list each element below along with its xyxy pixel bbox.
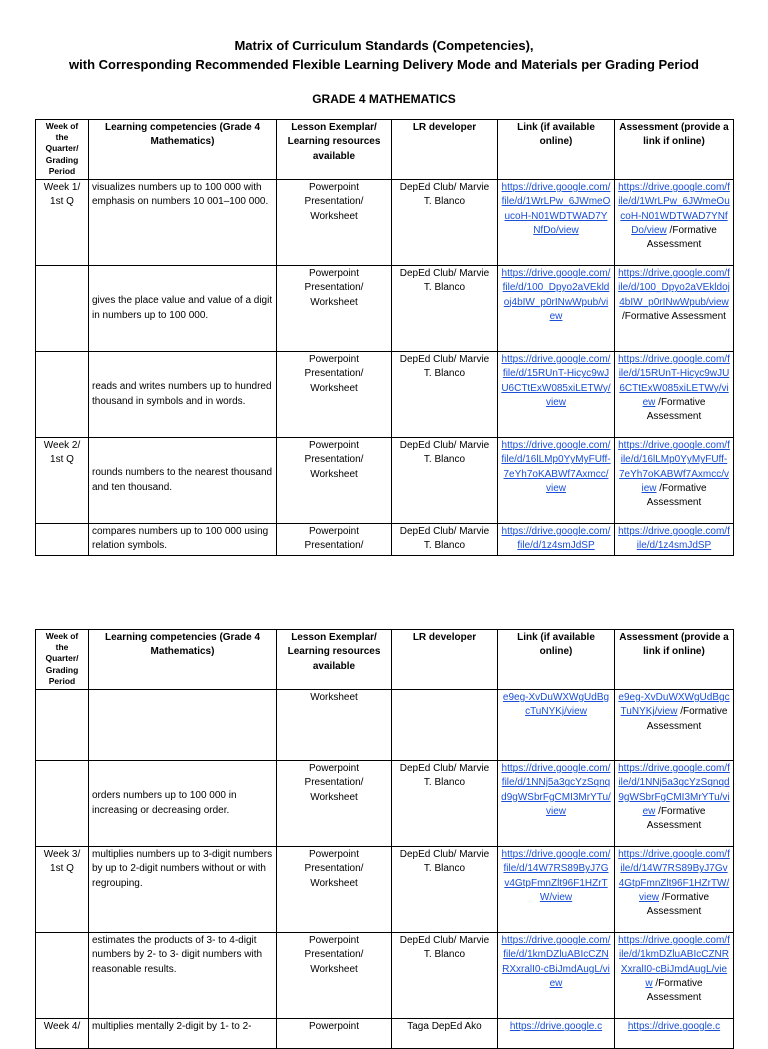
header-developer: LR developer <box>392 120 498 180</box>
assessment-link[interactable]: https://drive.google.c <box>627 1021 721 1032</box>
week-cell <box>36 524 89 556</box>
week-cell: Week 4/ <box>36 1019 89 1049</box>
resource-link[interactable]: https://drive.google.com/file/d/1WrLPw_6JWmeOucoH-N01WDTWAD7YNfDo/view <box>501 182 611 236</box>
assessment-link[interactable]: https://drive.google.com/file/d/1kmDZluABIcCZNRXxralI0-cBiJmdAugL/view <box>618 935 730 989</box>
competency-cell: estimates the products of 3- to 4-digit numbers by 2- to 3- digit numbers with reasonable results. <box>89 933 277 1019</box>
competency-cell: orders numbers up to 100 000 in increasing or decreasing order. <box>89 761 277 847</box>
curriculum-table-2 <box>35 629 734 1049</box>
header-link: Link (if available online) <box>498 120 615 180</box>
developer-cell: DepEd Club/ Marvie T. Blanco <box>392 180 498 266</box>
competency-cell: compares numbers up to 100 000 using relation symbols. <box>89 524 277 556</box>
lesson-cell: Powerpoint Presentation/ Worksheet <box>277 438 392 524</box>
lesson-cell: Powerpoint Presentation/ Worksheet <box>277 266 392 352</box>
assessment-cell <box>615 761 734 847</box>
header-assessment: Assessment (provide a link if online) <box>615 120 734 180</box>
table-row <box>36 933 734 1019</box>
header-developer: LR developer <box>392 630 498 690</box>
competency-cell: multiplies numbers up to 3-digit numbers by up to 2-digit numbers without or with regrouping. <box>89 847 277 933</box>
assessment-link[interactable]: e9eg-XvDuWXWgUdBgcTuNYKj/view <box>618 692 730 718</box>
table-row <box>36 352 734 438</box>
developer-cell: DepEd Club/ Marvie T. Blanco <box>392 933 498 1019</box>
competency-cell <box>89 690 277 761</box>
header-lesson: Lesson Exemplar/ Learning resources available <box>277 630 392 690</box>
resource-link[interactable]: https://drive.google.com/file/d/15RUnT-Hicyc9wJU6CTtExW085xiLETWy/view <box>501 354 611 408</box>
competency-cell: rounds numbers to the nearest thousand and ten thousand. <box>89 438 277 524</box>
assessment-type: /Formative Assessment <box>646 224 717 251</box>
link-cell <box>498 847 615 933</box>
resource-link[interactable]: https://drive.google.com/file/d/1z4smJdSP <box>501 526 611 552</box>
table-row <box>36 524 734 556</box>
link-cell <box>498 180 615 266</box>
week-cell <box>36 690 89 761</box>
table-row <box>36 438 734 524</box>
week-cell <box>36 933 89 1019</box>
table-row <box>36 761 734 847</box>
assessment-cell <box>615 266 734 352</box>
header-week: Week of the Quarter/ Grading Period <box>36 630 89 690</box>
assessment-cell <box>615 524 734 556</box>
header-competencies: Learning competencies (Grade 4 Mathematics) <box>89 120 277 180</box>
assessment-cell <box>615 352 734 438</box>
resource-link[interactable]: https://drive.google.com/file/d/14W7RS89ByJ7Gv4GtpFmnZlt96F1HZrTW/view <box>501 849 611 903</box>
competency-cell: reads and writes numbers up to hundred thousand in symbols and in words. <box>89 352 277 438</box>
developer-cell: DepEd Club/ Marvie T. Blanco <box>392 266 498 352</box>
assessment-cell <box>615 933 734 1019</box>
week-cell: Week 2/ 1st Q <box>36 438 89 524</box>
resource-link[interactable]: https://drive.google.com/file/d/1NNj5a3gcYzSqnqd9gWSbrFgCMI3MrYTu/view <box>501 763 611 817</box>
link-cell <box>498 352 615 438</box>
assessment-link[interactable]: https://drive.google.com/file/d/1z4smJdSP <box>618 526 730 552</box>
link-cell <box>498 690 615 761</box>
competency-cell: multiplies mentally 2-digit by 1- to 2- <box>89 1019 277 1049</box>
assessment-link[interactable]: https://drive.google.com/file/d/15RUnT-Hicyc9wJU6CTtExW085xiLETWy/view <box>618 354 730 408</box>
table-header-row <box>36 120 734 180</box>
header-competencies: Learning competencies (Grade 4 Mathematics) <box>89 630 277 690</box>
header-link: Link (if available online) <box>498 630 615 690</box>
developer-cell: DepEd Club/ Marvie T. Blanco <box>392 761 498 847</box>
assessment-cell <box>615 180 734 266</box>
assessment-link[interactable]: https://drive.google.com/file/d/16lLMp0YyMyFUff-7eYh7oKABWf7Axmcc/view <box>618 440 730 494</box>
assessment-cell <box>615 847 734 933</box>
competency-cell: gives the place value and value of a digit in numbers up to 100 000. <box>89 266 277 352</box>
resource-link[interactable]: e9eg-XvDuWXWgUdBgcTuNYKj/view <box>502 692 610 718</box>
assessment-link[interactable]: https://drive.google.com/file/d/1NNj5a3gcYzSqnqd9gWSbrFgCMI3MrYTu/view <box>618 763 730 817</box>
week-cell <box>36 761 89 847</box>
assessment-type: /Formative Assessment <box>646 977 703 1004</box>
lesson-cell: Powerpoint Presentation/ Worksheet <box>277 761 392 847</box>
curriculum-table-1 <box>35 119 734 556</box>
developer-cell: DepEd Club/ Marvie T. Blanco <box>392 524 498 556</box>
link-cell <box>498 524 615 556</box>
week-cell <box>36 352 89 438</box>
link-cell <box>498 933 615 1019</box>
assessment-type: /Formative Assessment <box>622 310 726 322</box>
table-row <box>36 180 734 266</box>
header-week: Week of the Quarter/ Grading Period <box>36 120 89 180</box>
document-subtitle: GRADE 4 MATHEMATICS <box>312 92 456 106</box>
developer-cell: DepEd Club/ Marvie T. Blanco <box>392 847 498 933</box>
table-row <box>36 847 734 933</box>
assessment-type: /Formative Assessment <box>646 706 728 732</box>
assessment-type: /Formative Assessment <box>646 482 707 509</box>
table-row <box>36 266 734 352</box>
document-title-line-2: with Corresponding Recommended Flexible Learning Delivery Mode and Materials per Grading Period <box>69 57 699 72</box>
week-cell <box>36 266 89 352</box>
week-cell: Week 3/ 1st Q <box>36 847 89 933</box>
developer-cell: DepEd Club/ Marvie T. Blanco <box>392 438 498 524</box>
competency-cell: visualizes numbers up to 100 000 with emphasis on numbers 10 001–100 000. <box>89 180 277 266</box>
document-title-line-1: Matrix of Curriculum Standards (Competencies), <box>234 38 534 53</box>
link-cell <box>498 761 615 847</box>
lesson-cell: Worksheet <box>277 690 392 761</box>
table-row <box>36 690 734 761</box>
week-cell: Week 1/ 1st Q <box>36 180 89 266</box>
assessment-cell <box>615 438 734 524</box>
lesson-cell: Powerpoint Presentation/ Worksheet <box>277 847 392 933</box>
assessment-type: /Formative Assessment <box>646 396 706 423</box>
assessment-type: /Formative Assessment <box>646 891 710 918</box>
assessment-link[interactable]: https://drive.google.com/file/d/14W7RS89ByJ7Gv4GtpFmnZlt96F1HZrTW/view <box>618 849 730 903</box>
developer-cell: Taga DepEd Ako <box>392 1019 498 1049</box>
link-cell <box>498 1019 615 1049</box>
assessment-link[interactable]: https://drive.google.com/file/d/100_Dpyo2aVEkldoj4bIW_p0rINwWpub/view <box>618 268 730 308</box>
assessment-link[interactable]: https://drive.google.com/file/d/1WrLPw_6JWmeOucoH-N01WDTWAD7YNfDo/view <box>618 182 730 236</box>
lesson-cell: Powerpoint Presentation/ Worksheet <box>277 933 392 1019</box>
lesson-cell: Powerpoint <box>277 1019 392 1049</box>
header-assessment: Assessment (provide a link if online) <box>615 630 734 690</box>
resource-link[interactable]: https://drive.google.com/file/d/16lLMp0YyMyFUff-7eYh7oKABWf7Axmcc/view <box>501 440 611 494</box>
assessment-cell <box>615 1019 734 1049</box>
developer-cell: DepEd Club/ Marvie T. Blanco <box>392 352 498 438</box>
resource-link[interactable]: https://drive.google.com/file/d/1kmDZluABIcCZNRXxralI0-cBiJmdAugL/view <box>501 935 611 989</box>
link-cell <box>498 266 615 352</box>
header-lesson: Lesson Exemplar/ Learning resources available <box>277 120 392 180</box>
resource-link[interactable]: https://drive.google.c <box>509 1021 603 1032</box>
table-row <box>36 1019 734 1049</box>
assessment-cell <box>615 690 734 761</box>
resource-link[interactable]: https://drive.google.com/file/d/100_Dpyo2aVEkldoj4bIW_p0rINwWpub/view <box>501 268 611 322</box>
assessment-type: /Formative Assessment <box>646 805 706 832</box>
lesson-cell: Powerpoint Presentation/ Worksheet <box>277 352 392 438</box>
table-header-row <box>36 630 734 690</box>
lesson-cell: Powerpoint Presentation/ Worksheet <box>277 180 392 266</box>
link-cell <box>498 438 615 524</box>
developer-cell <box>392 690 498 761</box>
lesson-cell: Powerpoint Presentation/ <box>277 524 392 556</box>
